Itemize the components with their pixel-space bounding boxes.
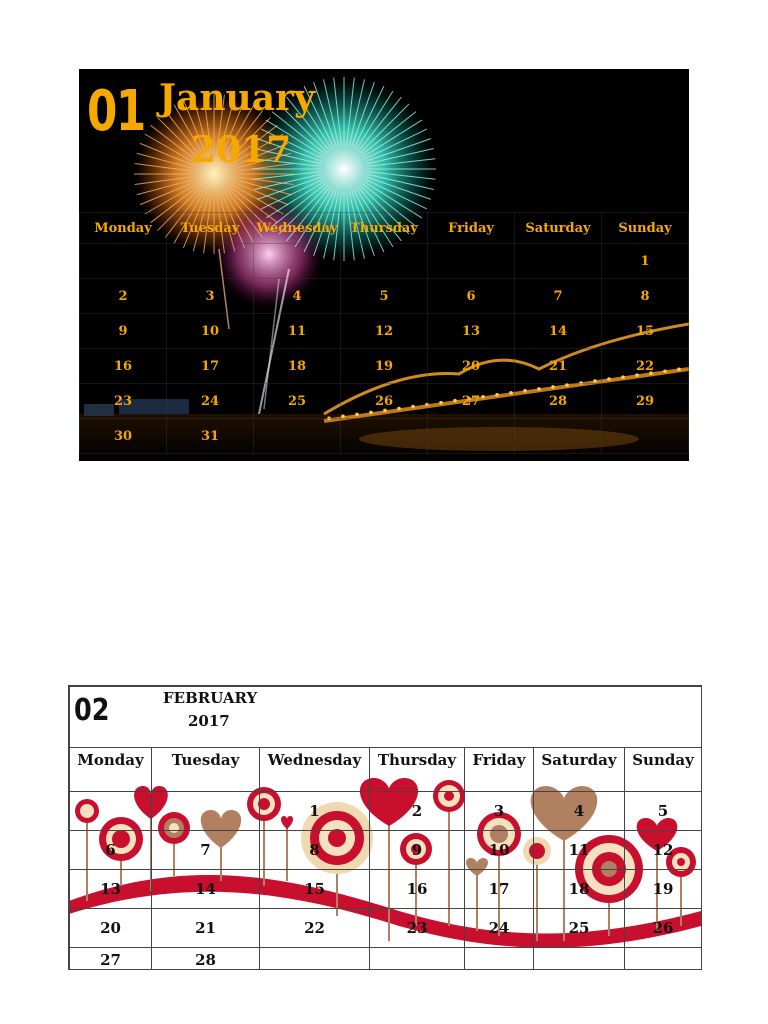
day-cell xyxy=(260,909,370,948)
day-cell: 22 xyxy=(602,349,689,384)
day-cell: 27 xyxy=(428,384,515,419)
month-number: 02 xyxy=(74,693,110,728)
day-number: 24 xyxy=(488,919,510,937)
day-cell: 14 xyxy=(515,314,602,349)
day-cell: 15 xyxy=(602,314,689,349)
day-cell: 20 xyxy=(428,349,515,384)
week-row xyxy=(80,279,689,314)
day-number: 25 xyxy=(568,919,590,937)
weekday-header: Wednesday xyxy=(254,213,341,244)
day-cell xyxy=(260,870,370,909)
day-cell: 17 xyxy=(167,349,254,384)
day-cell xyxy=(465,792,534,831)
day-cell xyxy=(152,831,260,870)
day-cell xyxy=(254,244,341,279)
day-cell xyxy=(152,948,260,971)
weekday-header: Monday xyxy=(80,213,167,244)
day-number: 3 xyxy=(493,802,505,820)
day-cell: 29 xyxy=(602,384,689,419)
weekday-header: Friday xyxy=(465,748,534,792)
day-cell: 30 xyxy=(80,419,167,454)
day-number: 10 xyxy=(488,841,510,859)
day-cell: 31 xyxy=(167,419,254,454)
month-number: 01 xyxy=(87,79,145,144)
day-cell xyxy=(428,419,515,454)
day-number: 27 xyxy=(100,950,121,969)
day-cell: 6 xyxy=(428,279,515,314)
day-cell xyxy=(80,244,167,279)
weekday-header: Tuesday xyxy=(167,213,254,244)
month-name: January xyxy=(159,77,315,119)
day-cell: 3 xyxy=(167,279,254,314)
day-number: 2 xyxy=(411,802,423,820)
day-cell: 19 xyxy=(341,349,428,384)
day-cell xyxy=(515,244,602,279)
week-row xyxy=(80,419,689,454)
day-cell xyxy=(370,870,465,909)
day-cell: 2 xyxy=(80,279,167,314)
weekday-header: Saturday xyxy=(515,213,602,244)
day-cell xyxy=(167,244,254,279)
day-cell xyxy=(534,948,625,971)
day-number: 21 xyxy=(195,919,216,937)
day-cell: 7 xyxy=(515,279,602,314)
day-cell xyxy=(625,948,702,971)
day-cell: 23 xyxy=(80,384,167,419)
weekday-header: Sunday xyxy=(625,748,702,792)
day-cell xyxy=(260,831,370,870)
day-number: 11 xyxy=(568,841,590,859)
day-cell xyxy=(370,792,465,831)
week-row xyxy=(80,349,689,384)
day-cell xyxy=(341,244,428,279)
day-number: 14 xyxy=(195,880,216,898)
day-number: 15 xyxy=(304,880,325,898)
weekday-header-row xyxy=(70,748,702,792)
january-calendar xyxy=(79,69,689,461)
day-number: 8 xyxy=(309,841,320,859)
day-cell xyxy=(534,909,625,948)
day-number: 18 xyxy=(568,880,590,898)
day-cell xyxy=(465,870,534,909)
day-cell xyxy=(70,948,152,971)
title-row xyxy=(70,687,702,748)
day-cell: 26 xyxy=(341,384,428,419)
week-row xyxy=(80,314,689,349)
weekday-header-row xyxy=(80,213,689,244)
day-cell xyxy=(602,419,689,454)
year-label: 2017 xyxy=(188,712,230,730)
day-cell xyxy=(534,870,625,909)
day-number: 9 xyxy=(411,841,423,859)
day-cell xyxy=(70,870,152,909)
day-cell xyxy=(260,792,370,831)
day-cell: 4 xyxy=(254,279,341,314)
day-cell xyxy=(625,870,702,909)
day-cell xyxy=(254,419,341,454)
day-cell xyxy=(465,909,534,948)
day-number: 20 xyxy=(100,919,121,937)
weekday-header: Thursday xyxy=(370,748,465,792)
day-number: 1 xyxy=(309,802,320,820)
day-cell: 16 xyxy=(80,349,167,384)
week-row xyxy=(80,244,689,279)
february-calendar xyxy=(68,685,702,970)
day-number: 6 xyxy=(105,841,116,859)
day-cell xyxy=(341,419,428,454)
day-number: 12 xyxy=(652,841,674,859)
day-cell xyxy=(428,244,515,279)
month-name: FEBRUARY xyxy=(163,689,258,707)
weekday-header: Monday xyxy=(70,748,152,792)
day-cell: 1 xyxy=(602,244,689,279)
weekday-header: Wednesday xyxy=(260,748,370,792)
day-number: 13 xyxy=(100,880,121,898)
day-cell xyxy=(260,948,370,971)
day-number: 26 xyxy=(652,919,674,937)
day-cell: 8 xyxy=(602,279,689,314)
day-cell xyxy=(70,909,152,948)
weekday-header: Saturday xyxy=(534,748,625,792)
day-number: 19 xyxy=(652,880,674,898)
day-cell xyxy=(152,909,260,948)
day-cell xyxy=(370,948,465,971)
day-number: 7 xyxy=(200,841,211,859)
day-cell xyxy=(370,831,465,870)
day-cell xyxy=(465,948,534,971)
day-cell xyxy=(152,792,260,831)
february-day-grid xyxy=(69,686,702,970)
day-cell: 12 xyxy=(341,314,428,349)
day-cell xyxy=(70,792,152,831)
day-cell xyxy=(625,792,702,831)
week-row xyxy=(70,948,702,971)
day-cell xyxy=(70,831,152,870)
week-row xyxy=(70,831,702,870)
weekday-header: Sunday xyxy=(602,213,689,244)
day-cell xyxy=(152,870,260,909)
day-cell: 9 xyxy=(80,314,167,349)
day-number: 5 xyxy=(657,802,669,820)
day-number: 28 xyxy=(195,950,216,969)
day-cell: 10 xyxy=(167,314,254,349)
day-number: 17 xyxy=(488,880,510,898)
day-cell: 24 xyxy=(167,384,254,419)
week-row xyxy=(70,792,702,831)
january-day-grid xyxy=(79,212,689,454)
day-cell: 11 xyxy=(254,314,341,349)
day-cell: 13 xyxy=(428,314,515,349)
day-number: 16 xyxy=(406,880,428,898)
week-row xyxy=(70,909,702,948)
day-cell: 25 xyxy=(254,384,341,419)
weekday-header: Tuesday xyxy=(152,748,260,792)
day-cell xyxy=(370,909,465,948)
day-cell xyxy=(625,909,702,948)
day-cell: 18 xyxy=(254,349,341,384)
week-row xyxy=(80,384,689,419)
day-cell: 5 xyxy=(341,279,428,314)
weekday-header: Friday xyxy=(428,213,515,244)
day-cell: 28 xyxy=(515,384,602,419)
day-cell xyxy=(534,792,625,831)
year-label: 2017 xyxy=(191,129,292,171)
title-cell xyxy=(70,687,702,748)
day-cell xyxy=(534,831,625,870)
day-cell xyxy=(625,831,702,870)
day-cell: 21 xyxy=(515,349,602,384)
weekday-header: Thursday xyxy=(341,213,428,244)
day-cell xyxy=(465,831,534,870)
week-row xyxy=(70,870,702,909)
day-number: 4 xyxy=(573,802,585,820)
day-cell xyxy=(515,419,602,454)
day-number: 23 xyxy=(406,919,428,937)
day-number: 22 xyxy=(304,919,325,937)
